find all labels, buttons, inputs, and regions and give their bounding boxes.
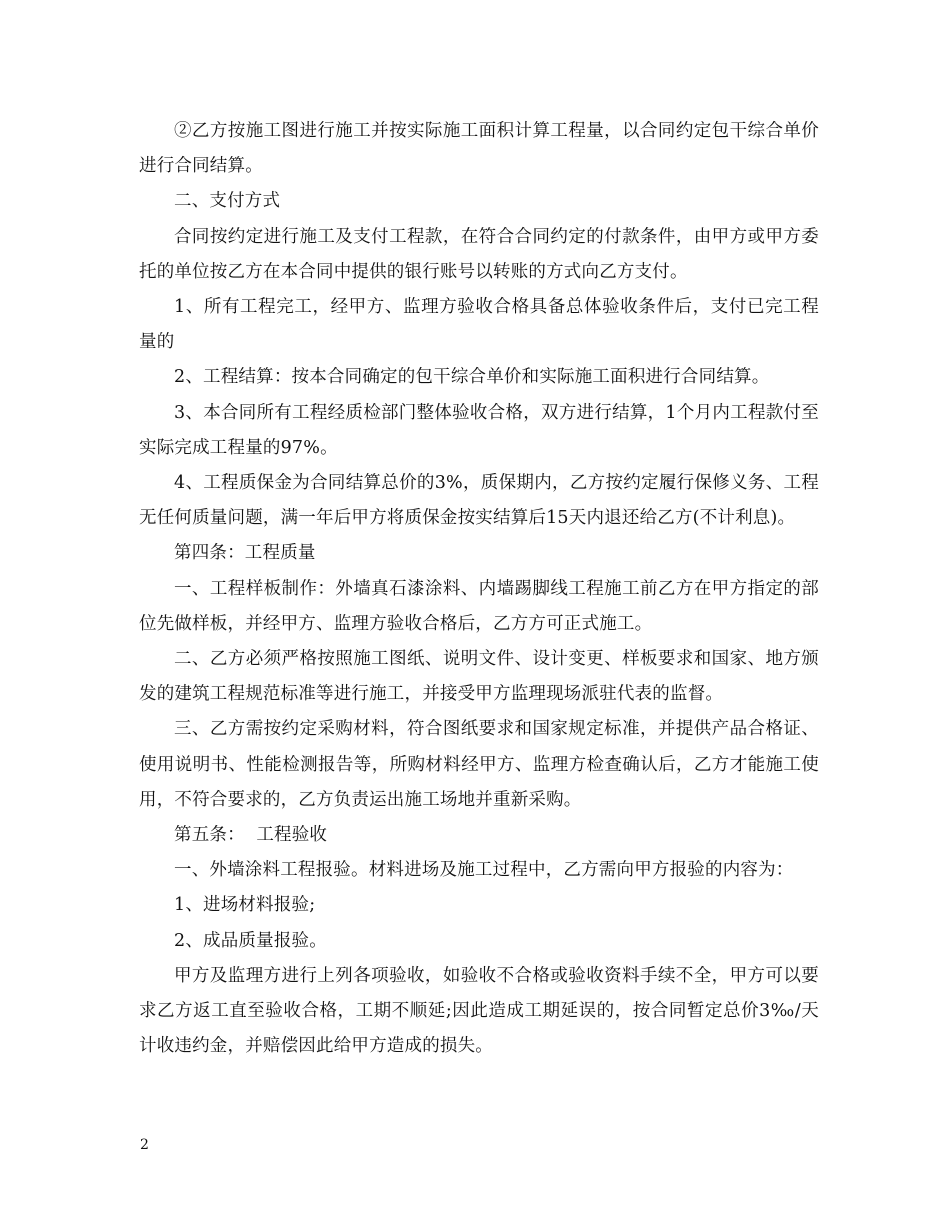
article-heading: 第四条：工程质量 [174, 543, 316, 564]
paragraph: 甲方及监理方进行上列各项验收，如验收不合格或验收资料手续不全，甲方可以要求乙方返工直至验收合格，工期不顺延;因此造成工期延误的，按合同暂定总价3‰/天计收违约金，并赔偿因此给甲方造成的损失。 [139, 965, 819, 1057]
paragraph: 三、乙方需按约定采购材料，符合图纸要求和国家规定标准，并提供产品合格证、使用说明书、性能检测报告等，所购材料经甲方、监理方检查确认后，乙方才能施工使用，不符合要求的，乙方负责运出施工场地并重新采购。 [139, 719, 819, 810]
page-number: 2 [140, 1137, 149, 1153]
section-heading: 二、支付方式 [174, 191, 281, 212]
paragraph: 合同按约定进行施工及支付工程款，在符合合同约定的付款条件，由甲方或甲方委托的单位按乙方在本合同中提供的银行账号以转账的方式向乙方支付。 [139, 226, 819, 282]
list-item: 2、成品质量报验。 [174, 930, 327, 951]
paragraph: 二、乙方必须严格按照施工图纸、说明文件、设计变更、样板要求和国家、地方颁发的建筑工程规范标准等进行施工，并接受甲方监理现场派驻代表的监督。 [139, 649, 819, 705]
article-heading: 第五条： 工程验收 [174, 825, 328, 846]
paragraph: ②乙方按施工图进行施工并按实际施工面积计算工程量，以合同约定包干综合单价进行合同结算。 [139, 121, 819, 177]
document-body [139, 114, 819, 1064]
paragraph: 3、本合同所有工程经质检部门整体验收合格，双方进行结算，1个月内工程款付至实际完成工程量的97%。 [139, 402, 819, 458]
paragraph: 一、外墙涂料工程报验。材料进场及施工过程中，乙方需向甲方报验的内容为： [174, 860, 794, 881]
paragraph: 2、工程结算：按本合同确定的包干综合单价和实际施工面积进行合同结算。 [174, 367, 770, 388]
list-item: 1、进场材料报验; [174, 895, 316, 916]
paragraph: 1、所有工程完工，经甲方、监理方验收合格具备总体验收条件后，支付已完工程量的 [139, 297, 819, 353]
paragraph: 一、工程样板制作：外墙真石漆涂料、内墙踢脚线工程施工前乙方在甲方指定的部位先做样板，并经甲方、监理方验收合格后，乙方方可正式施工。 [139, 578, 819, 634]
paragraph: 4、工程质保金为合同结算总价的3%，质保期内，乙方按约定履行保修义务、工程无任何质量问题，满一年后甲方将质保金按实结算后15天内退还给乙方(不计利息)。 [139, 473, 819, 529]
